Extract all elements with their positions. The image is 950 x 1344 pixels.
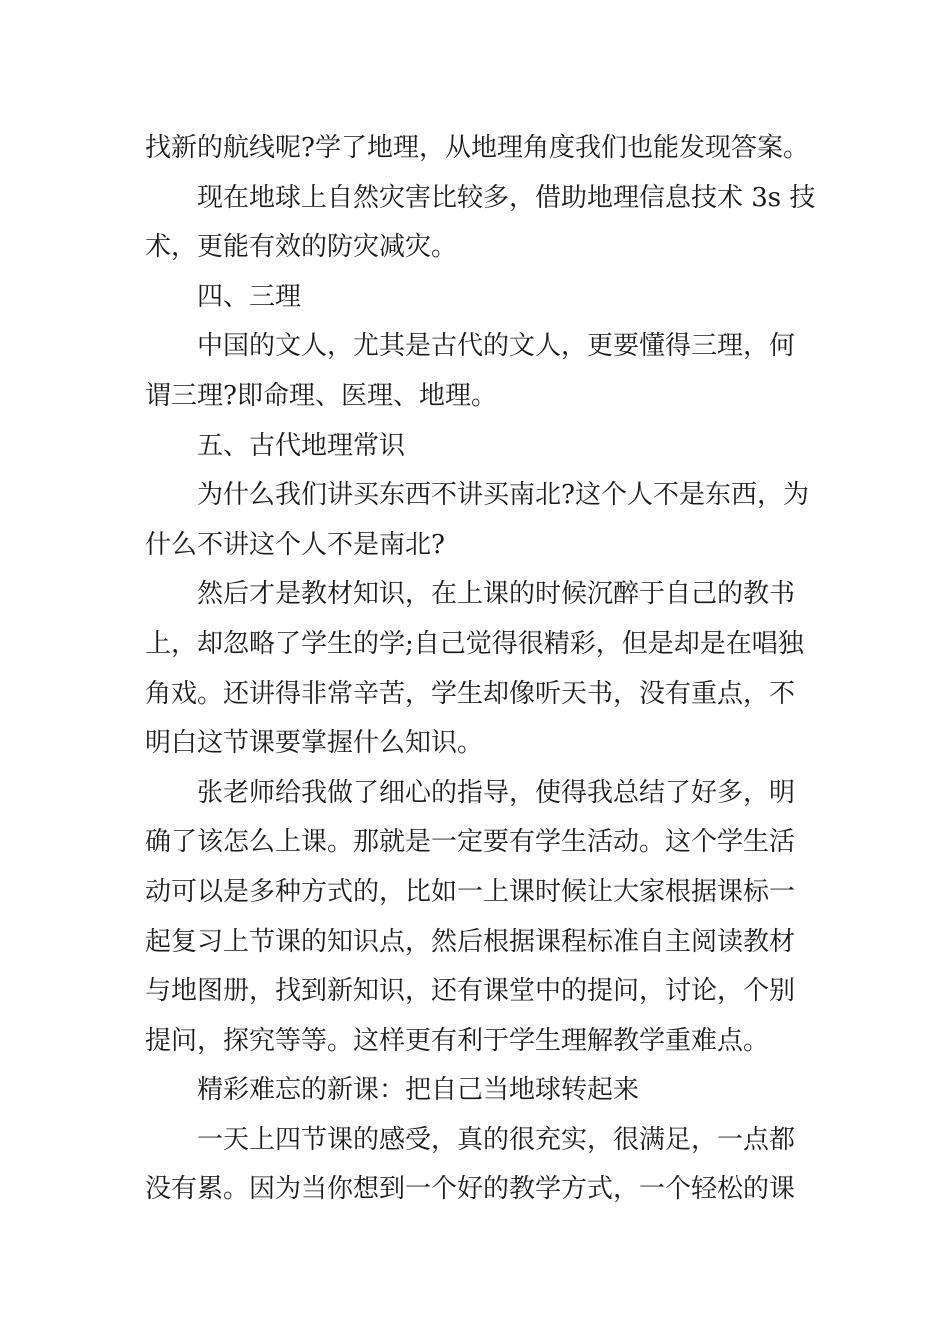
paragraph — [145, 1116, 810, 1215]
text-line: 找新的航线呢?学了地理，从地理角度我们也能发现答案。 — [145, 133, 809, 163]
text-line: 为什么我们讲买东西不讲买南北?这个人不是东西，为 — [197, 480, 809, 511]
text-line: 起复习上节课的知识点，然后根据课程标准自主阅读教材 — [145, 926, 796, 957]
text-line: 明白这节课要掌握什么知识。 — [145, 728, 484, 759]
paragraph — [145, 174, 816, 273]
text-line: 张老师给我做了细心的指导，使得我总结了好多，明 — [197, 777, 796, 808]
section-heading — [145, 422, 810, 472]
text-line: 一天上四节课的感受，真的很充实，很满足，一点都 — [197, 1124, 796, 1155]
paragraph — [145, 471, 810, 570]
paragraph — [145, 124, 810, 174]
section-heading — [145, 273, 810, 323]
text-line: 提问，探究等等。这样更有利于学生理解教学重难点。 — [145, 1025, 770, 1056]
text-line: 中国的文人，尤其是古代的文人，更要懂得三理，何 — [197, 331, 796, 362]
text-line: 五、古代地理常识 — [197, 430, 406, 461]
paragraph — [145, 570, 810, 768]
text-line: 谓三理?即命理、医理、地理。 — [145, 380, 497, 411]
text-line: 精彩难忘的新课：把自己当地球转起来 — [197, 1075, 640, 1106]
body-text — [145, 124, 816, 1215]
text-line: 与地图册，找到新知识，还有课堂中的提问，讨论，个别 — [145, 976, 796, 1007]
text-line: 上，却忽略了学生的学;自己觉得很精彩，但是却是在唱独 — [145, 628, 804, 659]
text-line: 四、三理 — [197, 281, 302, 312]
text-line: 然后才是教材知识，在上课的时候沉醉于自己的教书 — [197, 579, 796, 610]
text-line: 确了该怎么上课。那就是一定要有学生活动。这个学生活 — [145, 827, 796, 858]
section-heading — [145, 1066, 810, 1116]
paragraph — [145, 769, 810, 1067]
text-line: 术，更能有效的防灾减灾。 — [145, 232, 458, 263]
paragraph — [145, 322, 810, 421]
text-line: 没有累。因为当你想到一个好的教学方式，一个轻松的课 — [145, 1174, 796, 1205]
text-line: 角戏。还讲得非常辛苦，学生却像听天书，没有重点，不 — [145, 678, 796, 709]
text-line: 什么不讲这个人不是南北? — [145, 529, 445, 560]
text-line: 现在地球上自然灾害比较多，借助地理信息技术 3s 技 — [197, 182, 816, 213]
text-line: 动可以是多种方式的，比如一上课时候让大家根据课标一 — [145, 876, 796, 907]
